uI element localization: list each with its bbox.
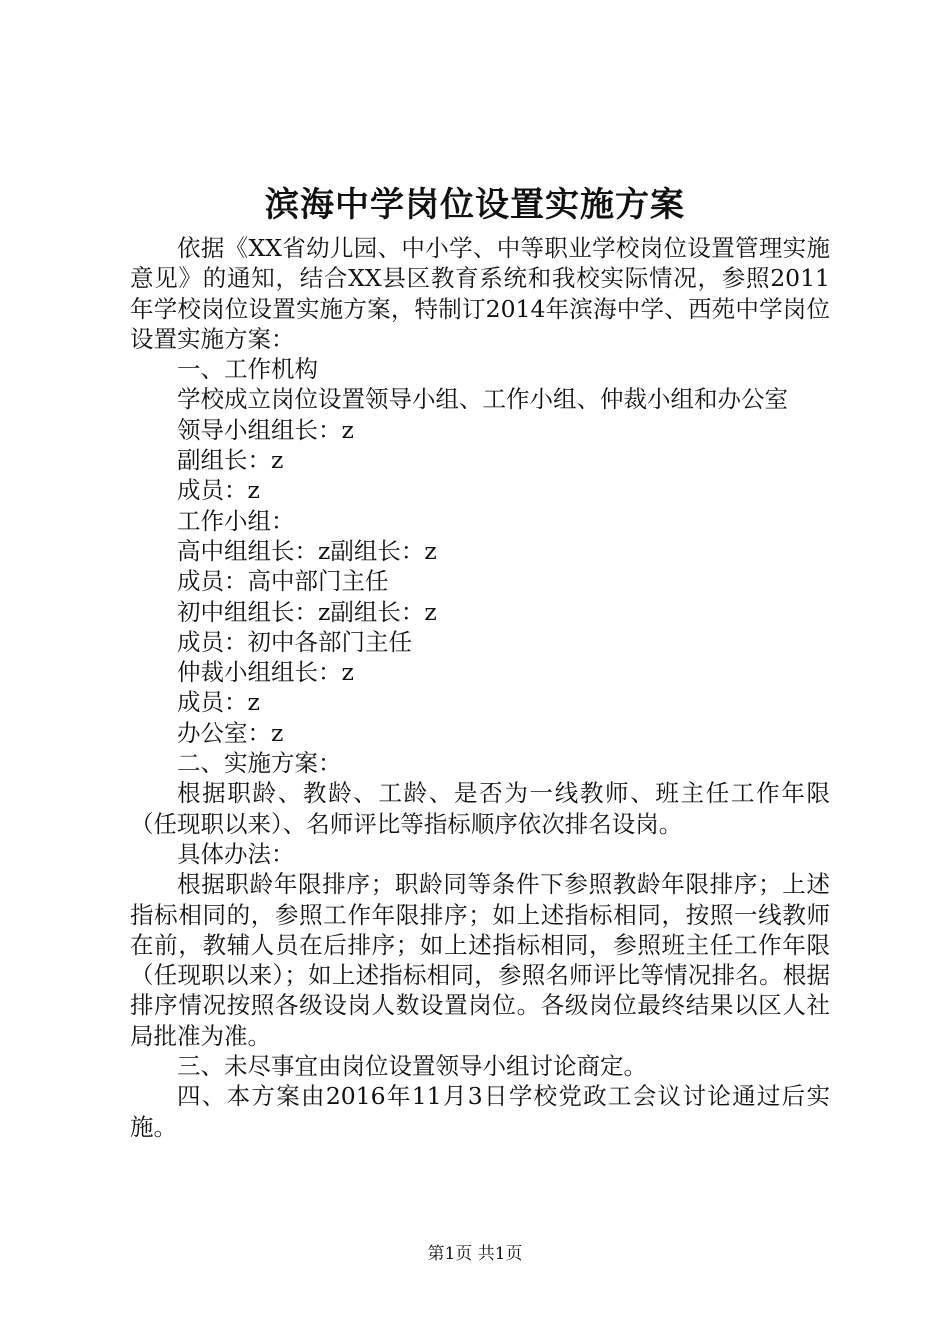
line-deputy-head: 副组长：z (177, 446, 284, 475)
paragraph-effective-date: 四、本方案由2016年11月3日学校党政工会议讨论通过后实施。 (130, 1082, 830, 1141)
document-body (130, 233, 830, 1142)
line-members: 成员：z (177, 476, 260, 505)
heading-implementation-plan: 二、实施方案： (177, 749, 342, 778)
line-office: 办公室：z (177, 718, 284, 747)
page-footer: 第1页 共1页 (427, 1244, 523, 1264)
paragraph-groups: 学校成立岗位设置领导小组、工作小组、仲裁小组和办公室 (177, 385, 788, 414)
line-senior-members: 成员：高中部门主任 (177, 567, 389, 596)
heading-specific-methods: 具体办法： (177, 839, 295, 868)
heading-work-organization: 一、工作机构 (177, 355, 318, 384)
document-title: 滨海中学岗位设置实施方案 (265, 185, 685, 225)
line-junior-group-head: 初中组组长：z副组长：z (177, 597, 437, 626)
paragraph-ranking-criteria: 根据职龄、教龄、工龄、是否为一线教师、班主任工作年限（任现职以来）、名师评比等指标顺序依次排名设岗。 (130, 779, 830, 838)
paragraph-unfinished-matters: 三、未尽事宜由岗位设置领导小组讨论商定。 (177, 1052, 647, 1081)
line-senior-group-head: 高中组组长：z副组长：z (177, 536, 437, 565)
line-leader-group-head: 领导小组组长：z (177, 415, 354, 444)
line-arbitration-head: 仲裁小组组长：z (177, 658, 354, 687)
line-arbitration-members: 成员：z (177, 688, 260, 717)
line-junior-members: 成员：初中各部门主任 (177, 627, 412, 656)
paragraph-intro: 依据《XX省幼儿园、中小学、中等职业学校岗位设置管理实施意见》的通知，结合XX县区教育系统和我校实际情况，参照2011年学校岗位设置实施方案，特制订2014年滨海中学、西苑中学岗位设置实施方案： (130, 234, 830, 353)
line-work-group: 工作小组： (177, 506, 295, 535)
paragraph-specific-methods: 根据职龄年限排序；职龄同等条件下参照教龄年限排序；上述指标相同的，参照工作年限排序；如上述指标相同，按照一线教师在前，教辅人员在后排序；如上述指标相同，参照班主任工作年限（任现职以来）；如上述指标相同，参照名师评比等情况排名。根据排序情况按照各级设岗人数设置岗位。各级岗位最终结果以区人社局批准为准。 (130, 870, 830, 1050)
